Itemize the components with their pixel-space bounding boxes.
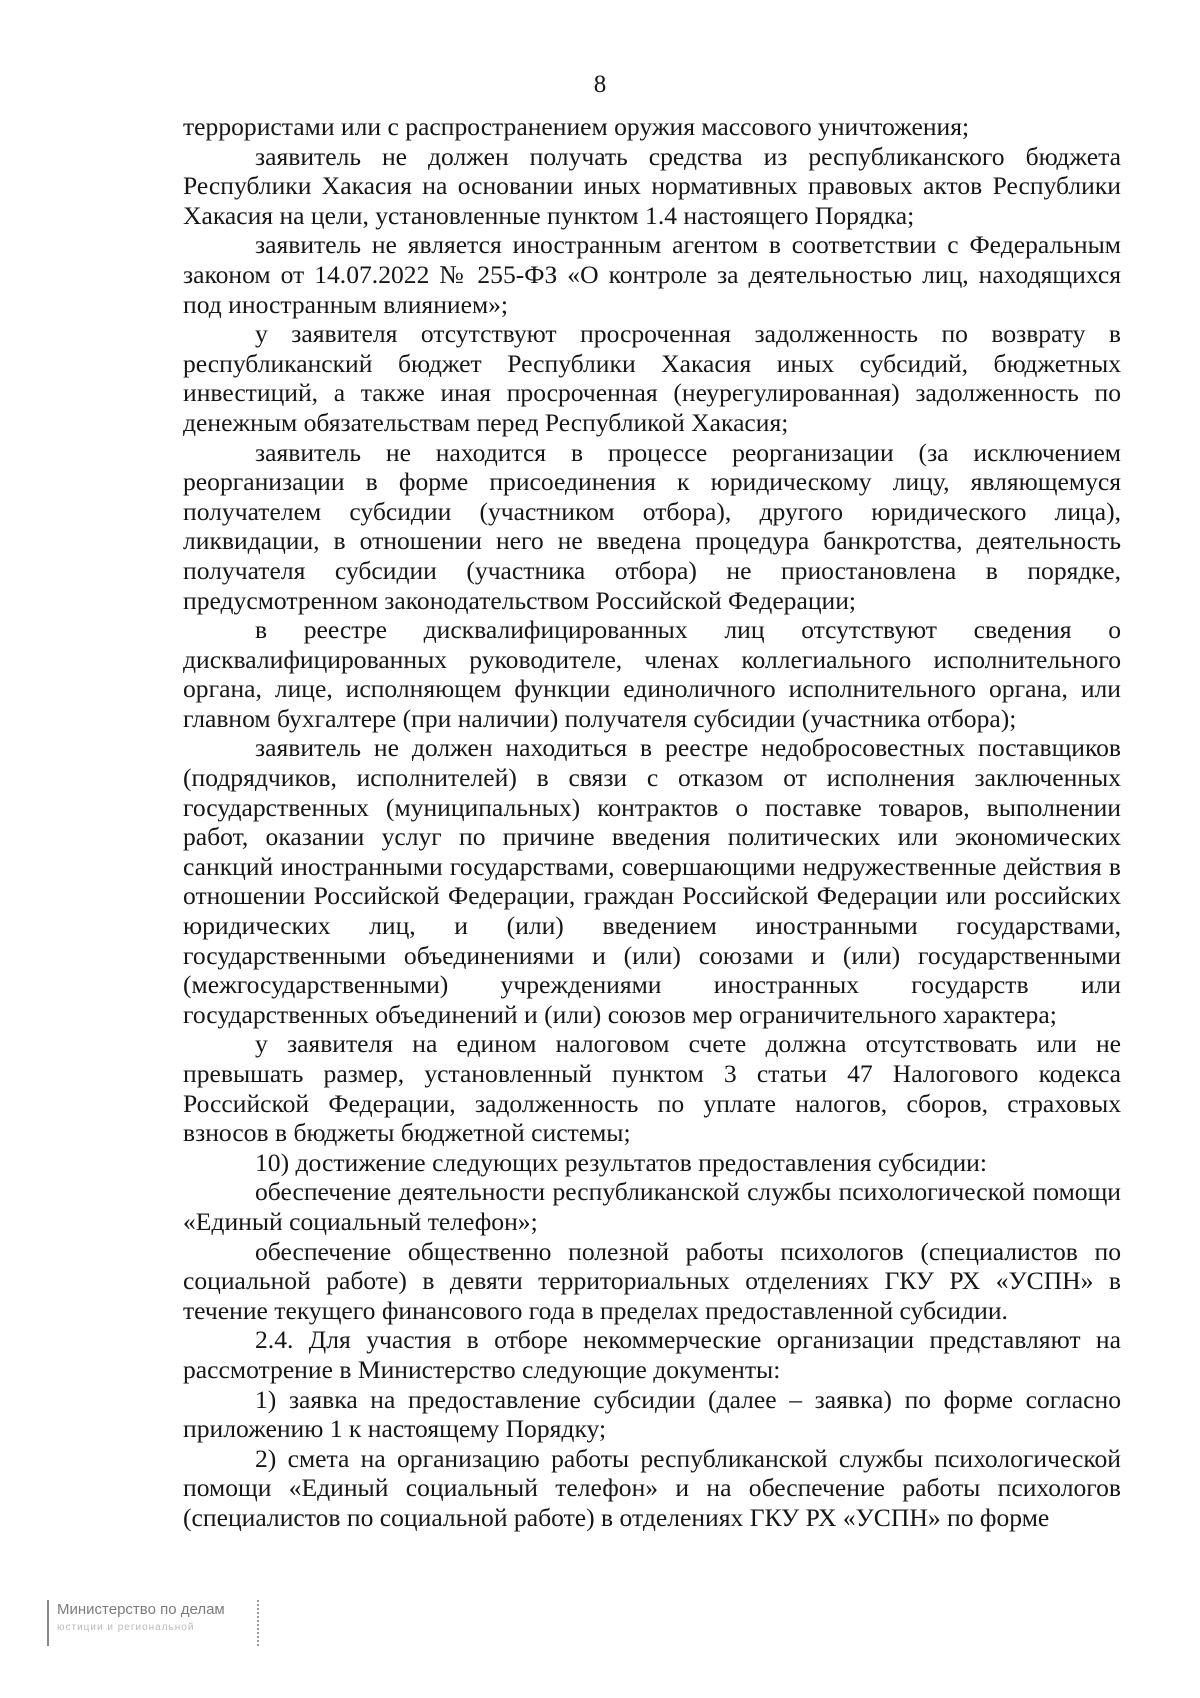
paragraph: 10) достижение следующих результатов предоставления субсидии: bbox=[255, 1147, 987, 1177]
paragraph: 2) смета на организацию работы республиканской службы психологической помощи «Единый социальный телефон» и на обеспечение работы психологов (специалистов по социальной работе) в отделениях ГКУ РХ «УСПН» по форме bbox=[183, 1443, 1121, 1532]
ministry-stamp bbox=[47, 1600, 259, 1646]
paragraph: у заявителя отсутствуют просроченная задолженность по возврату в республиканский бюджет Республики Хакасия иных субсидий, бюджетных инвестиций, а также иная просроченная (неурегулированная) задолженность по денежным обязательствам перед Республикой Хакасия; bbox=[183, 319, 1121, 437]
paragraph: 1) заявка на предоставление субсидии (далее – заявка) по форме согласно приложению 1 к настоящему Порядку; bbox=[183, 1384, 1121, 1444]
document-body bbox=[183, 112, 1121, 1533]
paragraph: 2.4. Для участия в отборе некоммерческие организации представляют на рассмотрение в Министерство следующие документы: bbox=[183, 1325, 1121, 1384]
paragraph: заявитель не должен получать средства из республиканского бюджета Республики Хакасия на основании иных нормативных правовых актов Республики Хакасия на цели, установленные пунктом 1.4 настоящего Порядка; bbox=[183, 141, 1121, 230]
paragraph: заявитель не является иностранным агентом в соответствии с Федеральным законом от 14.07.2022 № 255-ФЗ «О контроле за деятельностью лиц, находящихся под иностранным влиянием»; bbox=[183, 230, 1121, 319]
paragraph: в реестре дисквалифицированных лиц отсутствуют сведения о дисквалифицированных руководителе, членах коллегиального исполнительного органа, лице, исполняющем функции единоличного исполнительного органа, или главном бухгалтере (при наличии) получателя субсидии (участника отбора); bbox=[183, 615, 1121, 733]
paragraph: у заявителя на едином налоговом счете должна отсутствовать или не превышать размер, установленный пунктом 3 статьи 47 Налогового кодекса Российской Федерации, задолженность по уплате налогов, сборов, страховых взносов в бюджеты бюджетной системы; bbox=[183, 1029, 1121, 1148]
paragraph: обеспечение деятельности республиканской службы психологической помощи «Единый социальный телефон»; bbox=[183, 1177, 1121, 1236]
paragraph: обеспечение общественно полезной работы психологов (специалистов по социальной работе) в девяти территориальных отделениях ГКУ РХ «УСПН» в течение текущего финансового года в пределах предоставленной субсидии. bbox=[183, 1236, 1121, 1325]
page-number: 8 bbox=[593, 71, 607, 98]
paragraph: заявитель не находится в процессе реорганизации (за исключением реорганизации в форме присоединения к юридическому лицу, являющемуся получателем субсидии (участником отбора), другого юридического лица), ликвидации, в отношении него не введена процедура банкротства, деятельность получателя субсидии (участника отбора) не приостановлена в порядке, предусмотренном законодательством Российской Федерации; bbox=[183, 437, 1121, 615]
paragraph: заявитель не должен находиться в реестре недобросовестных поставщиков (подрядчиков, исполнителей) в связи с отказом от исполнения заключенных государственных (муниципальных) контрактов о поставке товаров, выполнении работ, оказании услуг по причине введения политических или экономических санкций иностранными государствами, совершающими недружественные действия в отношении Российской Федерации, граждан Российской Федерации или российских юридических лиц, и (или) введением иностранными государствами, государственными объединениями и (или) союзами и (или) государственными (межгосударственными) учреждениями иностранных государств или государственных объединений и (или) союзов мер ограничительного характера; bbox=[183, 733, 1121, 1029]
stamp-line: юстиции и региональной bbox=[57, 1622, 195, 1633]
paragraph: террористами или с распространением оружия массового уничтожения; bbox=[183, 112, 970, 141]
stamp-line: Министерство по делам bbox=[57, 1601, 225, 1618]
